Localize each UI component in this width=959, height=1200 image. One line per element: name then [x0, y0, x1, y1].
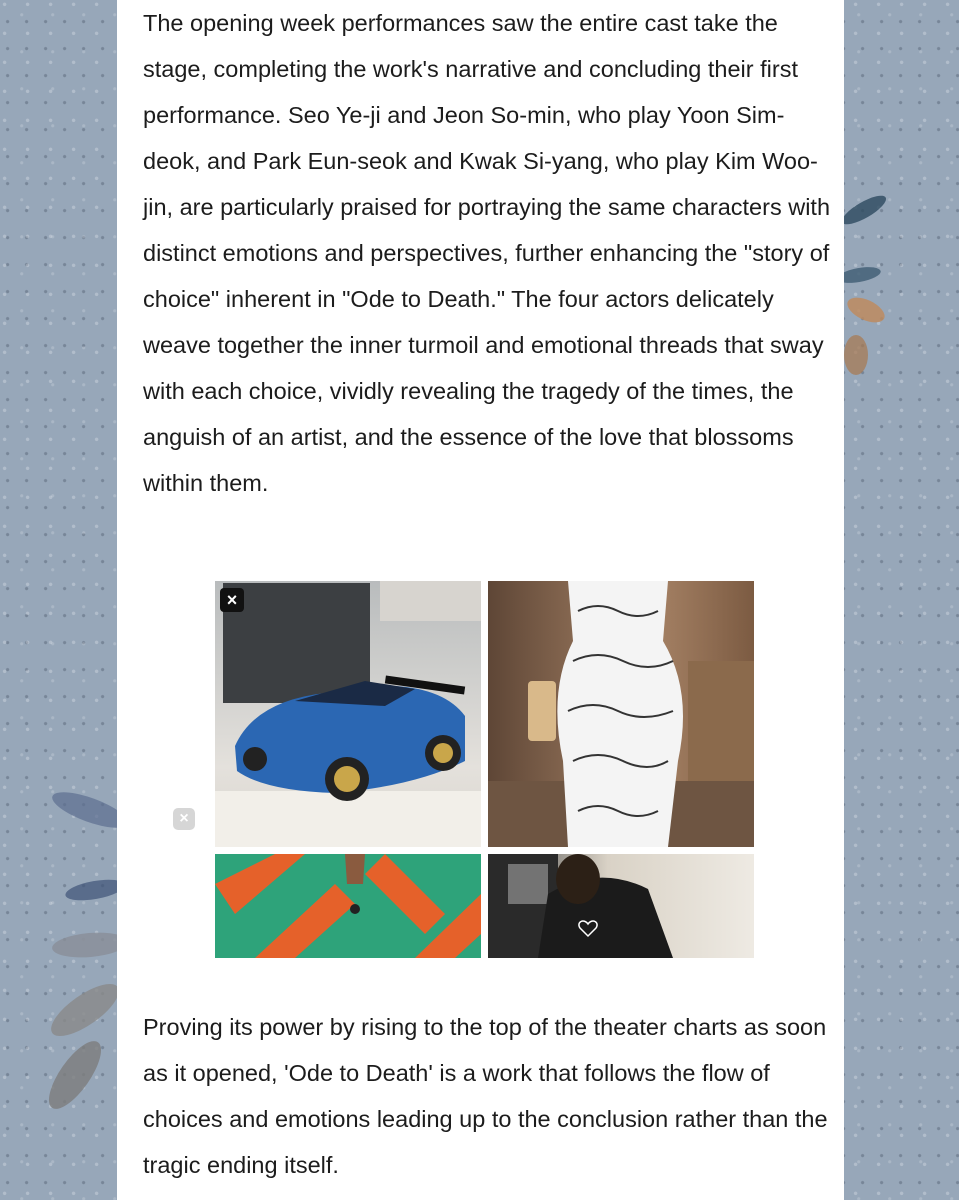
article-panel — [117, 0, 844, 1200]
ad-tile-dress[interactable] — [488, 581, 754, 847]
article-paragraph-2: Proving its power by rising to the top of the theater charts as soon as it opened, 'Ode to Death' is a work that follows the flow of choices and emotions leading up to the conclusion rather than the tragic ending itself. — [143, 1014, 828, 1178]
heart-sweater-image — [488, 854, 754, 958]
ad-tile-car[interactable] — [215, 581, 481, 847]
ad-choices-icon[interactable]: × — [220, 588, 244, 612]
ad-close-icon[interactable]: × — [173, 808, 195, 830]
patterned-top-image — [215, 854, 481, 958]
advertisement-grid[interactable] — [179, 581, 754, 958]
leaf-decoration-right — [844, 180, 904, 410]
sports-car-image — [215, 581, 481, 847]
ad-tile-black-sweater[interactable] — [488, 854, 754, 958]
article-paragraph-1: The opening week performances saw the entire cast take the stage, completing the work's narrative and concluding their first performance. Seo Ye-ji and Jeon So-min, who play Yoon Sim-deok, and Park Eun-seok and Kwak Si-yang, who play Kim Woo-jin, are particularly praised for portraying the same characters with distinct emotions and perspectives, further enhancing the "story of choice" inherent in "Ode to Death." The four actors delicately weave together the inner turmoil and emotional threads that sway with each choice, vividly revealing the tragedy of the times, the anguish of an artist, and the essence of the love that blossoms within them. — [143, 10, 831, 496]
dress-image — [488, 581, 754, 847]
leaf-decoration-left — [20, 780, 120, 1140]
ad-tile-green-top[interactable] — [215, 854, 481, 958]
